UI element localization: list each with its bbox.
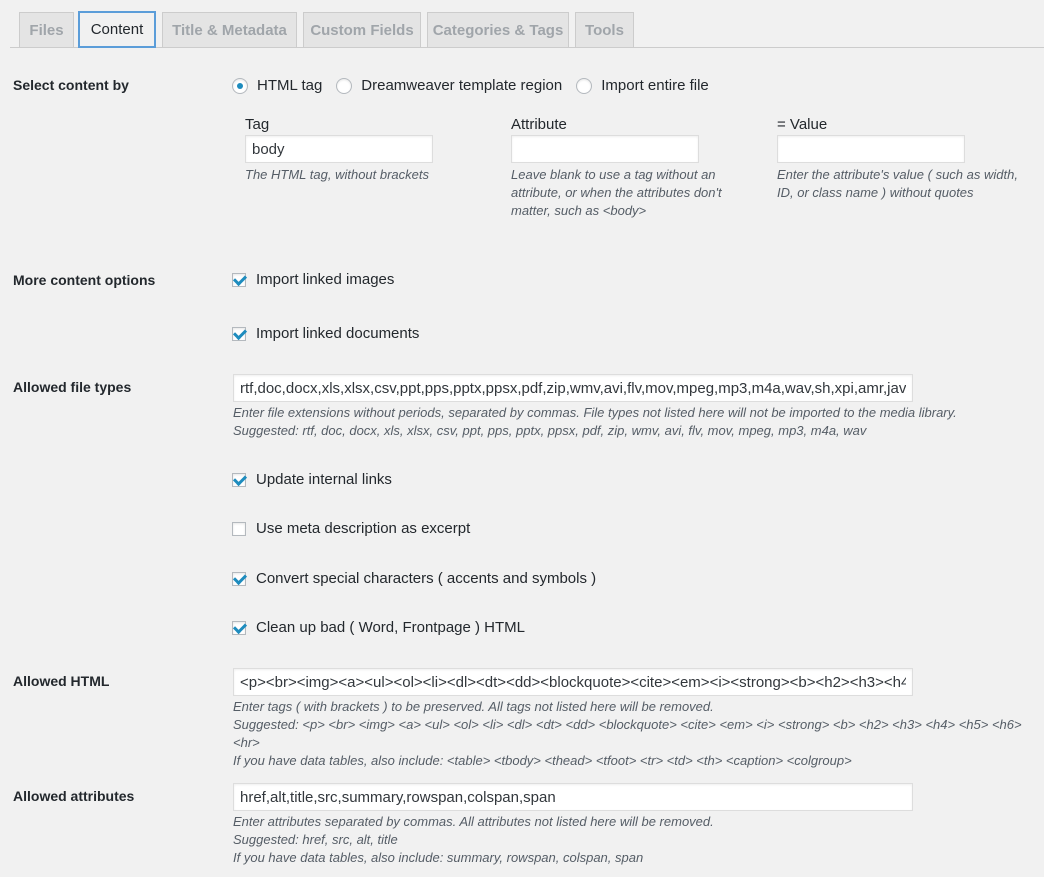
- radio-html-tag-label: HTML tag: [257, 77, 323, 94]
- file-types-suggested: Suggested: rtf, doc, docx, xls, xlsx, csv, ppt, pps, pptx, ppsx, pdf, zip, wmv, avi, flv, mov, mpeg, mp3, m4a, wav: [233, 423, 867, 438]
- value-label: = Value: [777, 116, 828, 133]
- import-linked-images-option[interactable]: [232, 271, 394, 288]
- clean-html-checkbox[interactable]: [232, 621, 246, 635]
- tab-divider: [10, 47, 1044, 48]
- clean-up-html-option[interactable]: [232, 619, 525, 636]
- attribute-input[interactable]: [511, 135, 699, 163]
- allowed-attributes-suggested: Suggested: href, src, alt, title: [233, 832, 398, 847]
- allowed-html-label: Allowed HTML: [13, 673, 110, 689]
- convert-special-characters-option[interactable]: [232, 570, 596, 587]
- import-linked-documents-option[interactable]: [232, 325, 419, 342]
- allowed-html-suggested: Suggested: <p> <br> <img> <a> <ul> <ol> <li> <dl> <dt> <dd> <blockquote> <cite> <em> <i> <strong> <b> <h2> <h3> <h4> <h5> <h6> <hr>: [233, 717, 1022, 750]
- tag-field-group: [245, 116, 495, 184]
- value-field-group: [777, 116, 1037, 202]
- import-documents-checkbox[interactable]: [232, 327, 246, 341]
- tag-help: The HTML tag, without brackets: [245, 167, 430, 182]
- more-content-options-label: More content options: [13, 272, 156, 288]
- tag-input[interactable]: [245, 135, 433, 163]
- attribute-help: Leave blank to use a tag without an attribute, or when the attributes don't matter, such as <body>: [511, 167, 722, 218]
- allowed-html-group: [233, 668, 1038, 770]
- select-content-label: Select content by: [13, 77, 129, 93]
- allowed-html-input[interactable]: [233, 668, 913, 696]
- meta-excerpt-label: Use meta description as excerpt: [256, 520, 471, 537]
- allowed-file-types-label: Allowed file types: [13, 379, 132, 395]
- value-help: Enter the attribute's value ( such as width, ID, or class name ) without quotes: [777, 167, 1018, 200]
- tab-content[interactable]: Content: [78, 11, 156, 48]
- meta-description-excerpt-option[interactable]: [232, 520, 470, 537]
- radio-html-tag[interactable]: [232, 77, 322, 94]
- clean-html-label: Clean up bad ( Word, Frontpage ) HTML: [256, 619, 526, 636]
- radio-entire-file[interactable]: [576, 77, 709, 94]
- file-types-group: [233, 374, 1033, 440]
- update-links-checkbox[interactable]: [232, 473, 246, 487]
- attribute-field-group: [511, 116, 741, 220]
- import-documents-label: Import linked documents: [256, 325, 420, 342]
- allowed-html-help: Enter tags ( with brackets ) to be preserved. All tags not listed here will be removed.: [233, 699, 714, 714]
- radio-button[interactable]: [336, 78, 352, 94]
- file-types-help: Enter file extensions without periods, separated by commas. File types not listed here will not be imported to the media library.: [233, 405, 957, 420]
- radio-entire-file-label: Import entire file: [601, 77, 709, 94]
- allowed-html-tables: If you have data tables, also include: <table> <tbody> <thead> <tfoot> <tr> <td> <th> <caption> <colgroup>: [233, 753, 852, 768]
- radio-button[interactable]: [576, 78, 592, 94]
- meta-excerpt-checkbox[interactable]: [232, 522, 246, 536]
- update-links-label: Update internal links: [256, 471, 392, 488]
- radio-dreamweaver-region[interactable]: [336, 77, 562, 94]
- special-chars-checkbox[interactable]: [232, 572, 246, 586]
- tab-tools[interactable]: Tools: [575, 12, 634, 47]
- tab-title-metadata[interactable]: Title & Metadata: [162, 12, 297, 47]
- import-images-label: Import linked images: [256, 271, 395, 288]
- value-input[interactable]: [777, 135, 965, 163]
- import-images-checkbox[interactable]: [232, 273, 246, 287]
- radio-dreamweaver-label: Dreamweaver template region: [361, 77, 563, 94]
- tag-label: Tag: [245, 116, 270, 133]
- tab-bar: [0, 0, 1044, 48]
- special-chars-label: Convert special characters ( accents and symbols ): [256, 570, 597, 587]
- tab-custom-fields[interactable]: Custom Fields: [303, 12, 421, 47]
- radio-button[interactable]: [232, 78, 248, 94]
- allowed-attributes-label: Allowed attributes: [13, 788, 135, 804]
- update-internal-links-option[interactable]: [232, 471, 392, 488]
- select-content-radio-group: [232, 77, 723, 94]
- allowed-attributes-tables: If you have data tables, also include: summary, rowspan, colspan, span: [233, 850, 644, 865]
- allowed-attributes-group: [233, 783, 1038, 867]
- attribute-label: Attribute: [511, 116, 567, 133]
- tab-files[interactable]: Files: [19, 12, 74, 47]
- allowed-attributes-input[interactable]: [233, 783, 913, 811]
- tab-categories-tags[interactable]: Categories & Tags: [427, 12, 569, 47]
- allowed-attributes-help: Enter attributes separated by commas. All attributes not listed here will be removed.: [233, 814, 714, 829]
- file-types-input[interactable]: [233, 374, 913, 402]
